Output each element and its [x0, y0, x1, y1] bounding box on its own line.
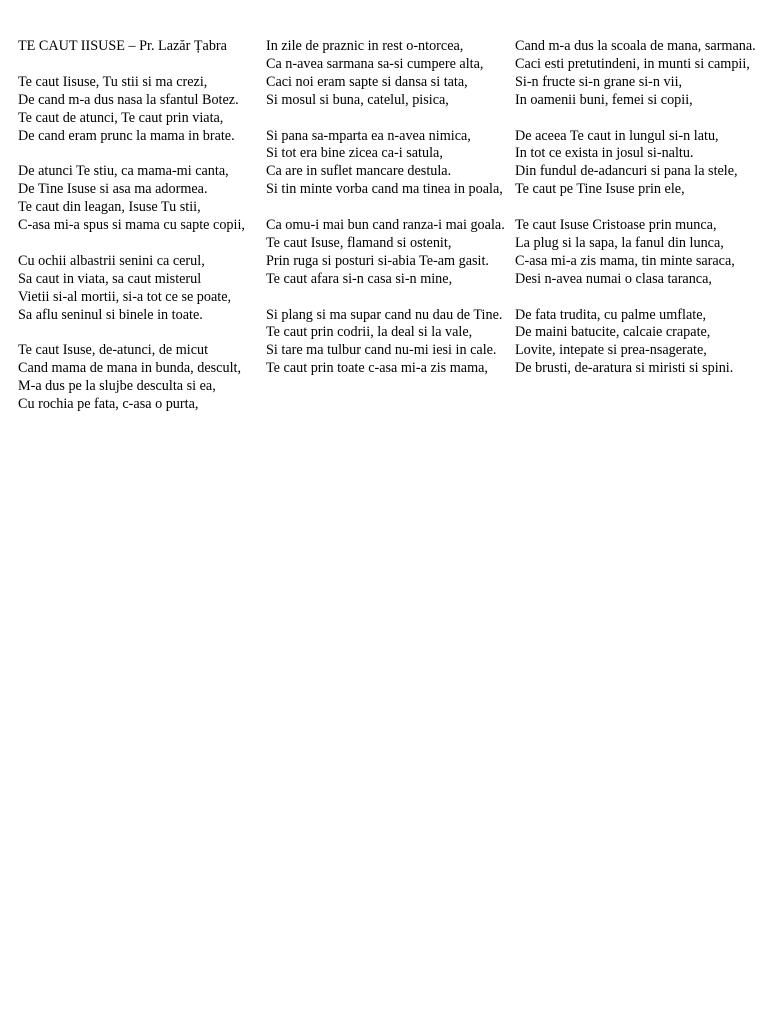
poem-line: Te caut Isuse, flamand si ostenit, [266, 234, 452, 251]
poem-line: De cand m-a dus nasa la sfantul Botez. [18, 91, 239, 108]
poem-line: Si tot era bine zicea ca-i satula, [266, 145, 443, 162]
poem-line: Cand m-a dus la scoala de mana, sarmana. [515, 38, 756, 54]
poem-line: Cu rochia pe fata, c-asa o purta, [18, 396, 199, 413]
poem-line: Si tare ma tulbur cand nu-mi iesi in cale. [266, 342, 497, 359]
poem-line: Te caut Iisuse, Tu stii si ma crezi, [18, 73, 208, 90]
stanza [515, 307, 761, 379]
poem-line: De brusti, de-aratura si miristi si spini. [515, 360, 734, 377]
stanza [18, 74, 258, 146]
poem-line: C-asa mi-a spus si mama cu sapte copii, [18, 217, 245, 234]
poem-line: De aceea Te caut in lungul si-n latu, [515, 127, 719, 144]
poem-line: Si plang si ma supar cand nu dau de Tine. [266, 306, 503, 323]
poem-line: Ca n-avea sarmana sa-si cumpere alta, [266, 55, 484, 72]
poem-column-3 [515, 38, 761, 396]
stanza [266, 128, 506, 200]
stanza [266, 38, 506, 110]
poem-line: In oamenii buni, femei si copii, [515, 91, 693, 108]
poem-line: In tot ce exista in josul si-naltu. [515, 145, 694, 162]
stanza [515, 38, 761, 110]
poem-line: Te caut prin toate c-asa mi-a zis mama, [266, 360, 488, 377]
poem-line: Te caut afara si-n casa si-n mine, [266, 270, 453, 287]
poem-line: Prin ruga si posturi si-abia Te-am gasit. [266, 252, 489, 269]
poem-line: Si-n fructe si-n grane si-n vii, [515, 73, 683, 90]
poem-line: Si tin minte vorba cand ma tinea in poala, [266, 181, 503, 198]
stanza [18, 253, 258, 325]
poem-line: Din fundul de-adancuri si pana la stele, [515, 163, 738, 180]
stanza [266, 307, 506, 379]
poem-line: La plug si la sapa, la fanul din lunca, [515, 234, 724, 251]
stanza [266, 217, 506, 289]
stanza [515, 128, 761, 200]
stanza [18, 163, 258, 235]
poem-column-2 [266, 38, 506, 396]
poem-line: C-asa mi-a zis mama, tin minte saraca, [515, 252, 735, 269]
poem-title: TE CAUT IISUSE – Pr. Lazăr Țabra [18, 38, 227, 54]
poem-line: Te caut din leagan, Isuse Tu stii, [18, 199, 201, 216]
poem-line: Caci noi eram sapte si dansa si tata, [266, 73, 468, 90]
poem-line: Cu ochii albastrii senini ca cerul, [18, 252, 205, 269]
poem-line: In zile de praznic in rest o-ntorcea, [266, 38, 464, 54]
poem-line: De fata trudita, cu palme umflate, [515, 306, 707, 323]
poem-line: Ca omu-i mai bun cand ranza-i mai goala. [266, 217, 505, 234]
poem-line: Sa caut in viata, sa caut misterul [18, 270, 202, 287]
poem-line: Vietii si-al mortii, si-a tot ce se poate, [18, 288, 232, 305]
poem-line: De atunci Te stiu, ca mama-mi canta, [18, 163, 229, 180]
poem-line: Sa aflu seninul si binele in toate. [18, 306, 203, 323]
poem-line: Si pana sa-mparta ea n-avea nimica, [266, 127, 471, 144]
poem-line: Ca are in suflet mancare destula. [266, 163, 452, 180]
poem-line: Desi n-avea numai o clasa taranca, [515, 270, 712, 287]
poem-line: M-a dus pe la slujbe desculta si ea, [18, 378, 216, 395]
poem-line: Te caut Isuse, de-atunci, de micut [18, 342, 209, 359]
poem-line: Te caut prin codrii, la deal si la vale, [266, 324, 473, 341]
poem-line: Te caut pe Tine Isuse prin ele, [515, 181, 685, 198]
poem-line: Te caut de atunci, Te caut prin viata, [18, 109, 224, 126]
poem-column-1 [18, 38, 258, 432]
poem-line: De Tine Isuse si asa ma adormea. [18, 181, 208, 198]
stanza [515, 217, 761, 289]
stanza [18, 342, 258, 414]
poem-line: Te caut Isuse Cristoase prin munca, [515, 217, 717, 234]
poem-line: Lovite, intepate si prea-nsagerate, [515, 342, 707, 359]
poem-line: Cand mama de mana in bunda, descult, [18, 360, 241, 377]
poem-line: Si mosul si buna, catelul, pisica, [266, 91, 449, 108]
poem-line: Caci esti pretutindeni, in munti si campii, [515, 55, 750, 72]
poem-line: De cand eram prunc la mama in brate. [18, 127, 235, 144]
poem-line: De maini batucite, calcaie crapate, [515, 324, 711, 341]
